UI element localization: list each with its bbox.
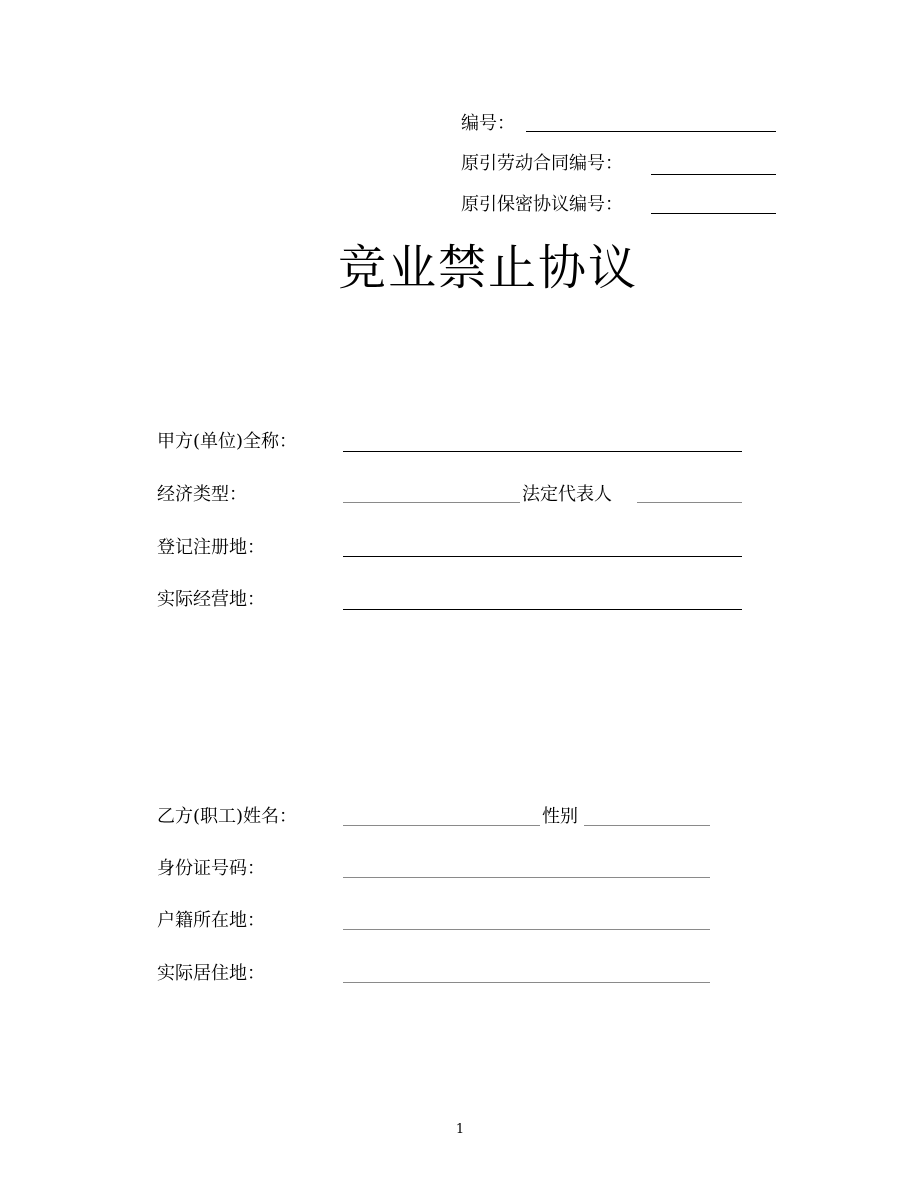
economy-type-label: 经济类型： <box>157 484 247 505</box>
doc-number-line <box>526 131 776 132</box>
doc-number-label: 编号： <box>461 113 515 134</box>
legal-rep-label: 法定代表人 <box>522 484 612 505</box>
business-address-label: 实际经营地： <box>157 589 265 610</box>
registered-address-line <box>343 556 742 557</box>
gender-label: 性别 <box>542 806 578 827</box>
legal-rep-line <box>637 502 742 503</box>
page-number: 1 <box>455 1122 465 1137</box>
confidentiality-number-label: 原引保密协议编号： <box>461 194 623 215</box>
labor-contract-number-label: 原引劳动合同编号： <box>461 153 623 174</box>
gender-line <box>584 825 710 826</box>
confidentiality-number-line <box>651 213 776 214</box>
household-address-line <box>343 929 710 930</box>
residence-address-label: 实际居住地： <box>157 963 265 984</box>
residence-address-line <box>343 982 710 983</box>
id-number-line <box>343 877 710 878</box>
party-b-name-label: 乙方(职工)姓名： <box>157 806 298 827</box>
economy-type-line <box>343 502 520 503</box>
labor-contract-number-line <box>651 174 776 175</box>
business-address-line <box>343 609 742 610</box>
id-number-label: 身份证号码： <box>157 858 265 879</box>
party-b-name-line <box>343 825 540 826</box>
registered-address-label: 登记注册地： <box>157 537 265 558</box>
party-a-name-label: 甲方(单位)全称： <box>157 431 298 452</box>
household-address-label: 户籍所在地： <box>157 910 265 931</box>
document-title: 竞业禁止协议 <box>337 240 638 296</box>
party-a-name-line <box>343 451 742 452</box>
